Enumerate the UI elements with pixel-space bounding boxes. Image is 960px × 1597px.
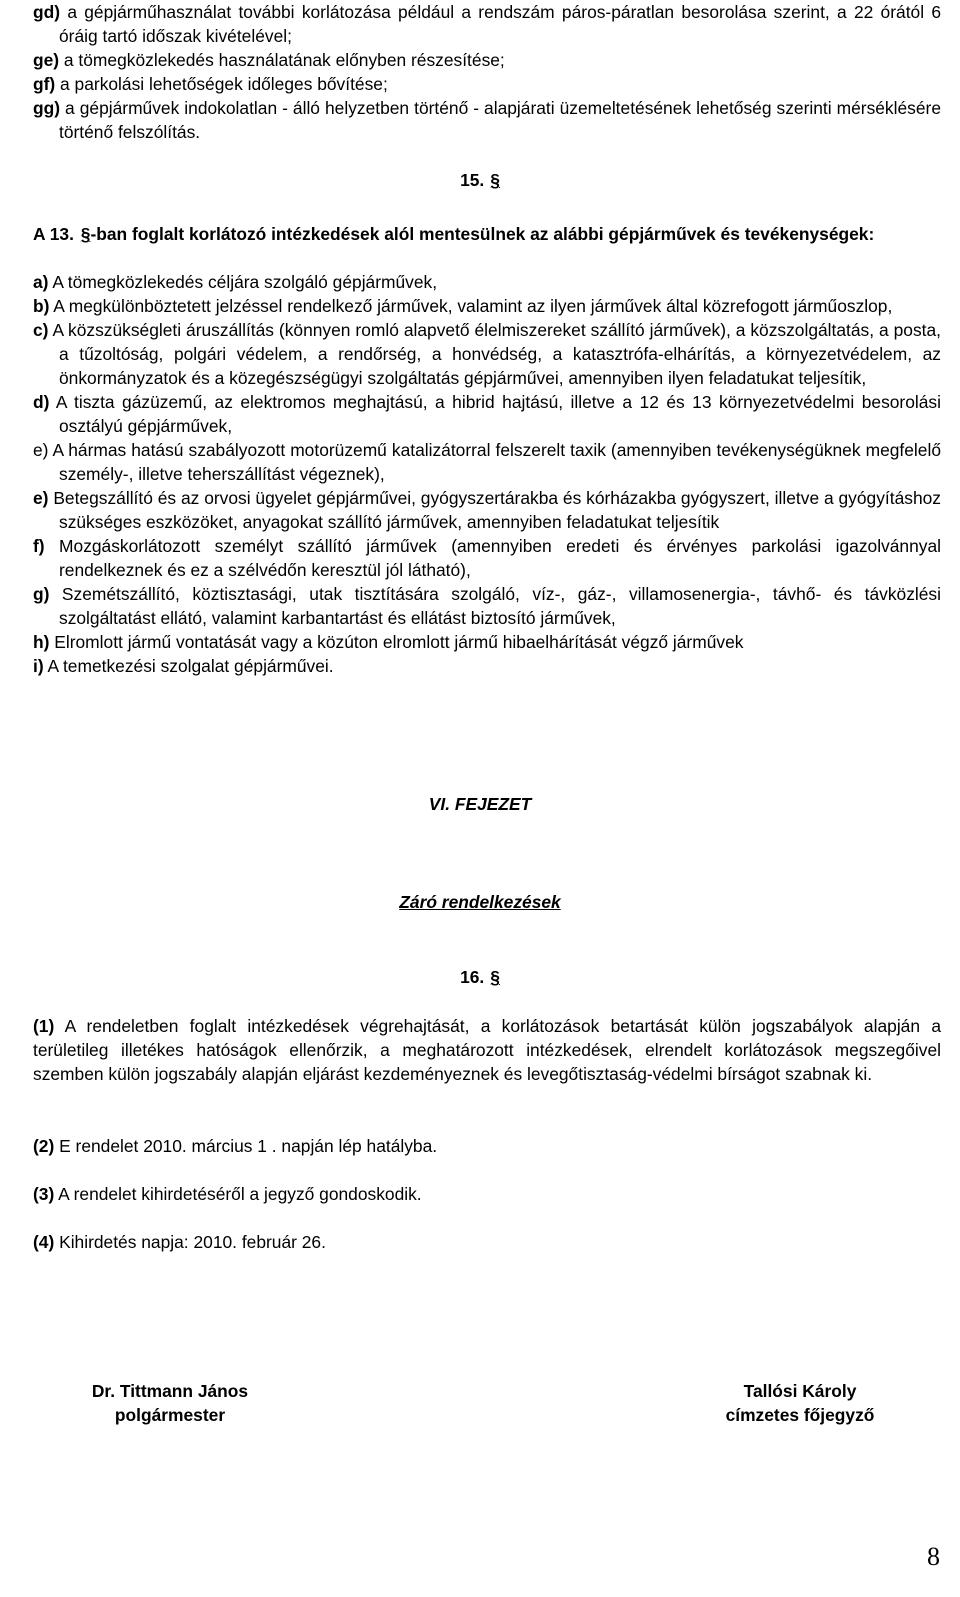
section-13-intro: A 13. §-ban foglalt korlátozó intézkedések alól mentesülnek az alábbi gépjárművek és tevékenységek: — [33, 224, 875, 244]
list-item-h: h) Elromlott jármű vontatását vagy a közúton elromlott jármű hibaelhárítását végző járművek — [33, 632, 744, 652]
list-item-ge: ge) a tömegközlekedés használatának előnyben részesítése; — [33, 50, 505, 70]
list-item-b: b) A megkülönböztetett jelzéssel rendelkező járművek, valamint az ilyen járművek által közrefogott járműoszlop, — [33, 296, 893, 316]
section-16-heading: 16. § — [460, 967, 500, 987]
signature-notary: Tallósi Károly címzetes főjegyző — [725, 1381, 875, 1425]
signature-mayor: Dr. Tittmann János polgármester — [91, 1381, 249, 1425]
list-item-e-taxi: e) A hármas hatású szabályozott motorüzemű katalizátorral felszerelt taxik (amennyiben tevékenységüknek megfelelő személy-, illetve teherszállítást végeznek), — [33, 440, 941, 484]
top-list — [33, 0, 941, 144]
list-item-gd: gd) a gépjárműhasználat további korlátozása például a rendszám páros-páratlan besorolása szerint, a 22 órától 6 óráig tartó időszak kivételével; — [33, 2, 941, 46]
paragraph-4: (4) Kihirdetés napja: 2010. február 26. — [33, 1232, 326, 1252]
paragraph-1: (1) A rendeletben foglalt intézkedések végrehajtását, a korlátozások betartását külön jogszabályok alapján a területileg illetékes hatóságok ellenőrzik, a meghatározott intézkedések, elrendelt korlátozások megszegőivel szemben külön jogszabály alapján eljárást kezdeményeznek és levegőtisztaság-védelmi bírságot szabnak ki. — [33, 1016, 941, 1084]
list-item-gf: gf) a parkolási lehetőségek időleges bővítése; — [33, 74, 388, 94]
chapter-heading: VI. FEJEZET — [428, 794, 532, 814]
list-item-i: i) A temetkezési szolgalat gépjárművei. — [33, 656, 334, 676]
section-15-heading: 15. § — [460, 170, 500, 190]
list-item-g: g) Szemétszállító, köztisztasági, utak tisztítására szolgáló, víz-, gáz-, villamosenergia-, távhő- és távközlési szolgáltatást ellátó, valamint karbantartást és ellátást biztosító járművek, — [33, 584, 941, 628]
list-item-c: c) A közszükségleti áruszállítás (könnyen romló alapvető élelmiszereket szállító járművek), a közszolgáltatás, a posta, a tűzoltóság, polgári védelem, a rendőrség, a honvédség, a katasztrófa-elhárítás, a környezetvédelem, az önkormányzatok és a közegészségügyi szolgáltatás gépjárművei, amennyiben ilyen feladatukat teljesítik, — [33, 320, 941, 388]
list-item-gg: gg) a gépjárművek indokolatlan - álló helyzetben történő - alapjárati üzemeltetésének lehetőség szerinti mérséklésére történő felszólítás. — [33, 98, 941, 142]
list-item-a: a) A tömegközlekedés céljára szolgáló gépjárművek, — [33, 272, 438, 292]
list-item-e-medical: e) Betegszállító és az orvosi ügyelet gépjárművei, gyógyszertárakba és kórházakba gyógyszert, illetve a gyógyításhoz szükséges eszközöket, anyagokat szállító járművek, amennyiben feladatukat teljesítik — [33, 488, 941, 532]
chapter-title: Záró rendelkezések — [399, 892, 561, 912]
list-item-d: d) A tiszta gázüzemű, az elektromos meghajtású, a hibrid hajtású, illetve a 12 és 13 környezetvédelmi besorolási osztályú gépjárművek, — [33, 392, 941, 436]
exemption-list — [33, 270, 941, 678]
paragraph-2: (2) E rendelet 2010. március 1 . napján lép hatályba. — [33, 1136, 438, 1156]
page-number: 8 — [927, 1542, 940, 1571]
list-item-f: f) Mozgáskorlátozott személyt szállító járművek (amennyiben eredeti és érvényes parkolási igazolvánnyal rendelkeznek és ez a szélvédőn keresztül jól látható), — [33, 536, 941, 580]
paragraph-3: (3) A rendelet kihirdetéséről a jegyző gondoskodik. — [33, 1184, 422, 1204]
